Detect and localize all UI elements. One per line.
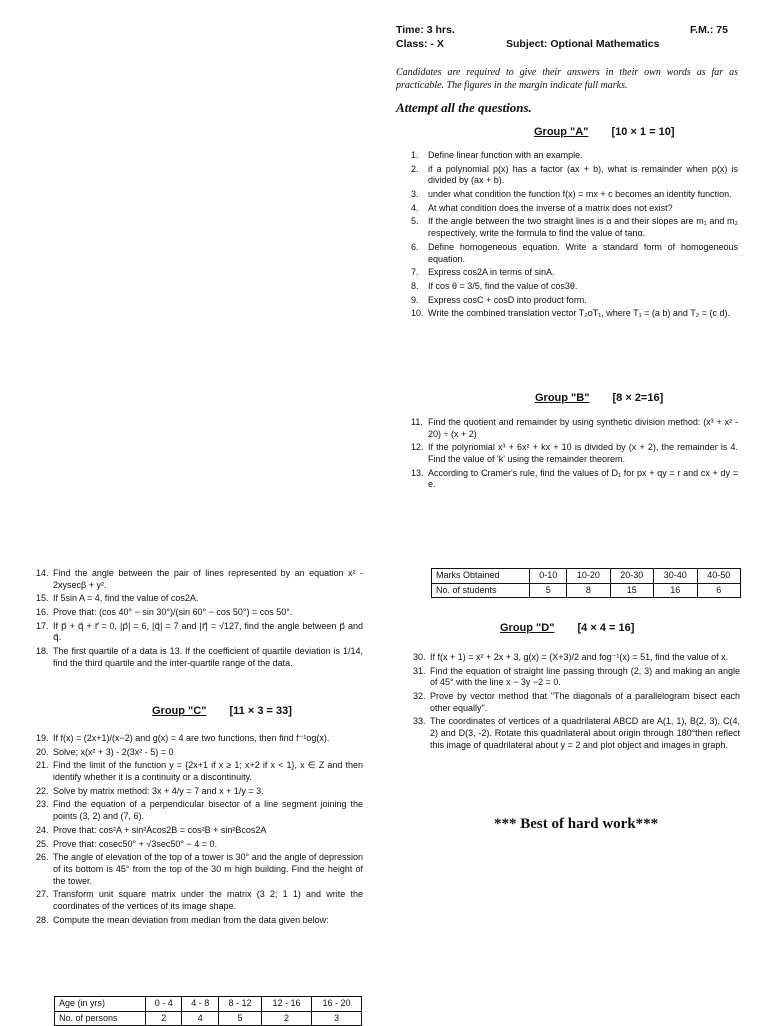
subject-label: Subject: Optional Mathematics	[506, 38, 660, 50]
question-text: if a polynomial p(x) has a factor (ax + b), what is remainder when p(x) is divided by (ax + b).	[428, 163, 738, 186]
question-text: The first quartile of a data is 13. If the coefficient of quartile deviation is 1/14, find the third quartile and the inter-quartile range of the data.	[53, 646, 363, 668]
instructions: Candidates are required to give their answers in their own words as far as practicable. The figures in the margin indicate full marks.	[396, 67, 738, 91]
question-text: If f(x) = (2x+1)/(x−2) and g(x) = 4 are two functions, then find f⁻¹og(x).	[53, 733, 330, 743]
group-c-questions	[36, 733, 363, 928]
question-number: 1.	[411, 150, 419, 160]
question-item	[36, 733, 363, 745]
question-number: 22.	[36, 785, 49, 796]
question-item	[411, 150, 738, 162]
question-text: under what condition the function f(x) = mx + c becomes an identity function.	[428, 189, 732, 200]
marks-cell: 30-40	[654, 569, 697, 584]
question-text: Find the angle between the pair of lines represented by an equation x² - 2xysecβ + y².	[53, 568, 363, 590]
group-d-heading	[500, 621, 634, 635]
age-label-cell: Age (in yrs)	[55, 997, 146, 1012]
question-item	[36, 915, 363, 927]
question-item	[411, 242, 738, 265]
question-number: 23.	[36, 799, 49, 810]
question-number: 16.	[36, 607, 49, 618]
group-a-heading	[534, 125, 675, 139]
question-number: 25.	[36, 838, 49, 849]
question-item	[36, 825, 363, 837]
question-item	[413, 666, 740, 689]
group-d-marks: [4 × 4 = 16]	[577, 622, 635, 634]
question-number: 3.	[411, 189, 419, 200]
marks-label-cell: Marks Obtained	[432, 569, 530, 584]
question-item	[36, 593, 363, 605]
question-text: If p⃗ + q⃗ + r⃗ = 0, |p⃗| = 6, |q⃗| = 7 and |r⃗| = √127, find the angle between p⃗ and q⃗.	[53, 620, 363, 643]
question-item	[36, 621, 363, 644]
persons-cell: 4	[182, 1011, 218, 1026]
question-item	[36, 747, 363, 759]
question-text: Transform unit square matrix under the matrix (3 2; 1 1) and write the coordinates of the vertices of its image shape.	[53, 889, 363, 911]
question-item	[36, 607, 363, 619]
question-text: Write the combined translation vector T₂oT₁, where T₁ = (a b) and T₂ = (c d).	[428, 308, 731, 319]
question-text: Prove that: (cos 40° − sin 30°)/(sin 60° − cos 50°) = cos 50°.	[53, 607, 293, 618]
group-a-questions	[411, 150, 738, 322]
group-b-title: Group "B"	[535, 392, 590, 404]
age-cell: 12 - 16	[262, 997, 312, 1012]
persons-label-cell: No. of persons	[55, 1011, 146, 1026]
question-number: 18.	[36, 646, 49, 657]
question-number: 5.	[411, 216, 419, 227]
students-label-cell: No. of students	[432, 583, 530, 598]
group-a-marks: [10 × 1 = 10]	[611, 126, 675, 138]
question-text: Compute the mean deviation from median from the data given below:	[53, 914, 329, 925]
question-text: Find the equation of straight line passing through (2, 3) and making an angle of 45° with the line x − 3y −2 = 0.	[430, 665, 740, 688]
question-text: Solve; x(x² + 3) - 2(3x² - 5) = 0	[53, 746, 174, 757]
group-d-questions	[413, 652, 740, 754]
question-item	[413, 691, 740, 714]
question-text: Solve by matrix method: 3x + 4/y = 7 and x + 1/y = 3.	[53, 785, 264, 796]
question-item	[411, 417, 738, 440]
age-cell: 0 - 4	[146, 997, 182, 1012]
question-item	[36, 760, 363, 783]
question-number: 27.	[36, 889, 49, 900]
question-item	[411, 164, 738, 187]
full-marks-label: F.M.: 75	[690, 24, 728, 36]
question-item	[411, 267, 738, 279]
question-number: 24.	[36, 824, 49, 835]
question-item	[36, 839, 363, 851]
question-number: 17.	[36, 620, 49, 631]
question-text: Define homogeneous equation. Write a standard form of homogeneous equation.	[428, 241, 738, 264]
class-label: Class: - X	[396, 38, 444, 50]
question-number: 33.	[413, 716, 426, 727]
question-text: Find the limit of the function y = {2x+1 if x ≥ 1; x+2 if x < 1}, x ∈ Z and then identify whether it is a continuity or a discontinuity.	[53, 760, 363, 783]
question-text: Find the quotient and remainder by using synthetic division method: (x³ + x² - 20) ÷ (x + 2)	[428, 417, 738, 439]
students-cell: 15	[610, 583, 653, 598]
age-row	[55, 997, 362, 1012]
marks-row	[432, 569, 741, 584]
question-text: If the polynomial x³ + 6x² + kx + 10 is divided by (x + 2), the remainder is 4. Find the value of 'k' using the remainder theorem.	[428, 442, 738, 465]
group-b-marks: [8 × 2=16]	[612, 392, 664, 404]
question-text: At what condition does the inverse of a matrix does not exist?	[428, 202, 673, 213]
question-number: 4.	[411, 202, 419, 213]
question-number: 9.	[411, 294, 419, 305]
persons-cell: 2	[146, 1011, 182, 1026]
students-cell: 8	[567, 583, 610, 598]
question-number: 32.	[413, 691, 426, 702]
question-item	[411, 308, 738, 320]
age-cell: 8 - 12	[218, 997, 261, 1012]
group-b-questions-part2	[36, 568, 363, 672]
question-item	[36, 568, 363, 591]
question-item	[36, 786, 363, 798]
group-b-heading	[535, 391, 663, 405]
age-table	[54, 996, 362, 1026]
question-number: 6.	[411, 241, 419, 252]
question-item	[36, 646, 363, 669]
question-number: 15.	[36, 593, 49, 604]
students-row	[432, 583, 741, 598]
question-item	[413, 652, 740, 664]
question-number: 2.	[411, 163, 419, 174]
age-cell: 4 - 8	[182, 997, 218, 1012]
persons-cell: 2	[262, 1011, 312, 1026]
marks-cell: 40-50	[697, 569, 741, 584]
attempt-heading: Attempt all the questions.	[396, 100, 532, 115]
question-text: If cos θ = 3/5, find the value of cos3θ.	[428, 280, 578, 291]
question-text: Express cos2A in terms of sinA.	[428, 267, 555, 278]
age-cell: 16 - 20	[312, 997, 362, 1012]
question-item	[413, 716, 740, 751]
students-cell: 6	[697, 583, 741, 598]
question-text: The angle of elevation of the top of a tower is 30° and the angle of depression of its bottom is 45° from the top of the 30 m high building. Find the height of the tower.	[53, 852, 363, 886]
question-text: If 5sin A = 4, find the value of cos2A.	[53, 593, 199, 604]
question-number: 10.	[411, 308, 424, 319]
marks-table	[431, 568, 741, 598]
group-c-marks: [11 × 3 = 33]	[229, 705, 292, 717]
question-number: 14.	[36, 568, 49, 578]
students-cell: 16	[654, 583, 697, 598]
question-text: Express cosC + cosD into product form.	[428, 294, 587, 305]
marks-cell: 10-20	[567, 569, 610, 584]
question-number: 21.	[36, 760, 49, 771]
question-number: 8.	[411, 280, 419, 291]
question-item	[411, 295, 738, 307]
question-number: 19.	[36, 733, 49, 743]
question-text: According to Cramer's rule, find the values of D₁ for px + qy = r and cx + dy = e.	[428, 467, 738, 490]
question-text: Prove that: cosec50° + √3sec50° − 4 = 0.	[53, 838, 217, 849]
question-item	[411, 442, 738, 465]
question-item	[36, 852, 363, 887]
question-item	[36, 889, 363, 912]
question-text: Prove by vector method that "The diagonals of a parallelogram bisect each other equally".	[430, 691, 740, 713]
time-label: Time: 3 hrs.	[396, 24, 455, 36]
question-text: Define linear function with an example.	[428, 150, 583, 160]
question-number: 28.	[36, 914, 49, 925]
question-number: 11.	[411, 417, 423, 427]
question-text: If the angle between the two straight lines is α and their slopes are m₁ and m₂ respectively, write the formula to find the value of tanα.	[428, 216, 738, 239]
question-text: Find the equation of a perpendicular bisector of a line segment joining the points (3, 2) and (7, 6).	[53, 799, 363, 822]
persons-cell: 3	[312, 1011, 362, 1026]
question-text: If f(x + 1) = x² + 2x + 3, g(x) = (X+3)/2 and fog⁻¹(x) = 51, find the value of x.	[430, 652, 729, 662]
question-item	[411, 189, 738, 201]
question-number: 26.	[36, 852, 49, 863]
question-item	[411, 468, 738, 491]
question-item	[36, 799, 363, 822]
question-item	[411, 216, 738, 239]
question-number: 30.	[413, 652, 426, 662]
marks-cell: 0-10	[530, 569, 567, 584]
marks-cell: 20-30	[610, 569, 653, 584]
group-d-title: Group "D"	[500, 622, 555, 634]
group-c-heading	[152, 704, 292, 718]
question-text: The coordinates of vertices of a quadrilateral ABCD are A(1, 1), B(2, 3), C(4, 2) and D(3, -2). Rotate this quadrilateral about origin through 180°then reflect this image of quadrilateral about y = 2 and plot object and images in graph.	[430, 716, 740, 750]
motto: *** Best of hard work***	[494, 816, 659, 832]
group-c-title: Group "C"	[152, 705, 207, 717]
students-cell: 5	[530, 583, 567, 598]
group-b-questions-part1	[411, 417, 738, 493]
question-number: 7.	[411, 267, 419, 278]
question-number: 20.	[36, 746, 49, 757]
persons-cell: 5	[218, 1011, 261, 1026]
question-text: Prove that: cos²A + sin²Acos2B = cos²B + sin²Bcos2A	[53, 824, 267, 835]
question-number: 31.	[413, 665, 426, 676]
question-item	[411, 281, 738, 293]
question-number: 12.	[411, 442, 424, 453]
question-item	[411, 203, 738, 215]
question-number: 13.	[411, 467, 424, 478]
group-a-title: Group "A"	[534, 126, 589, 138]
